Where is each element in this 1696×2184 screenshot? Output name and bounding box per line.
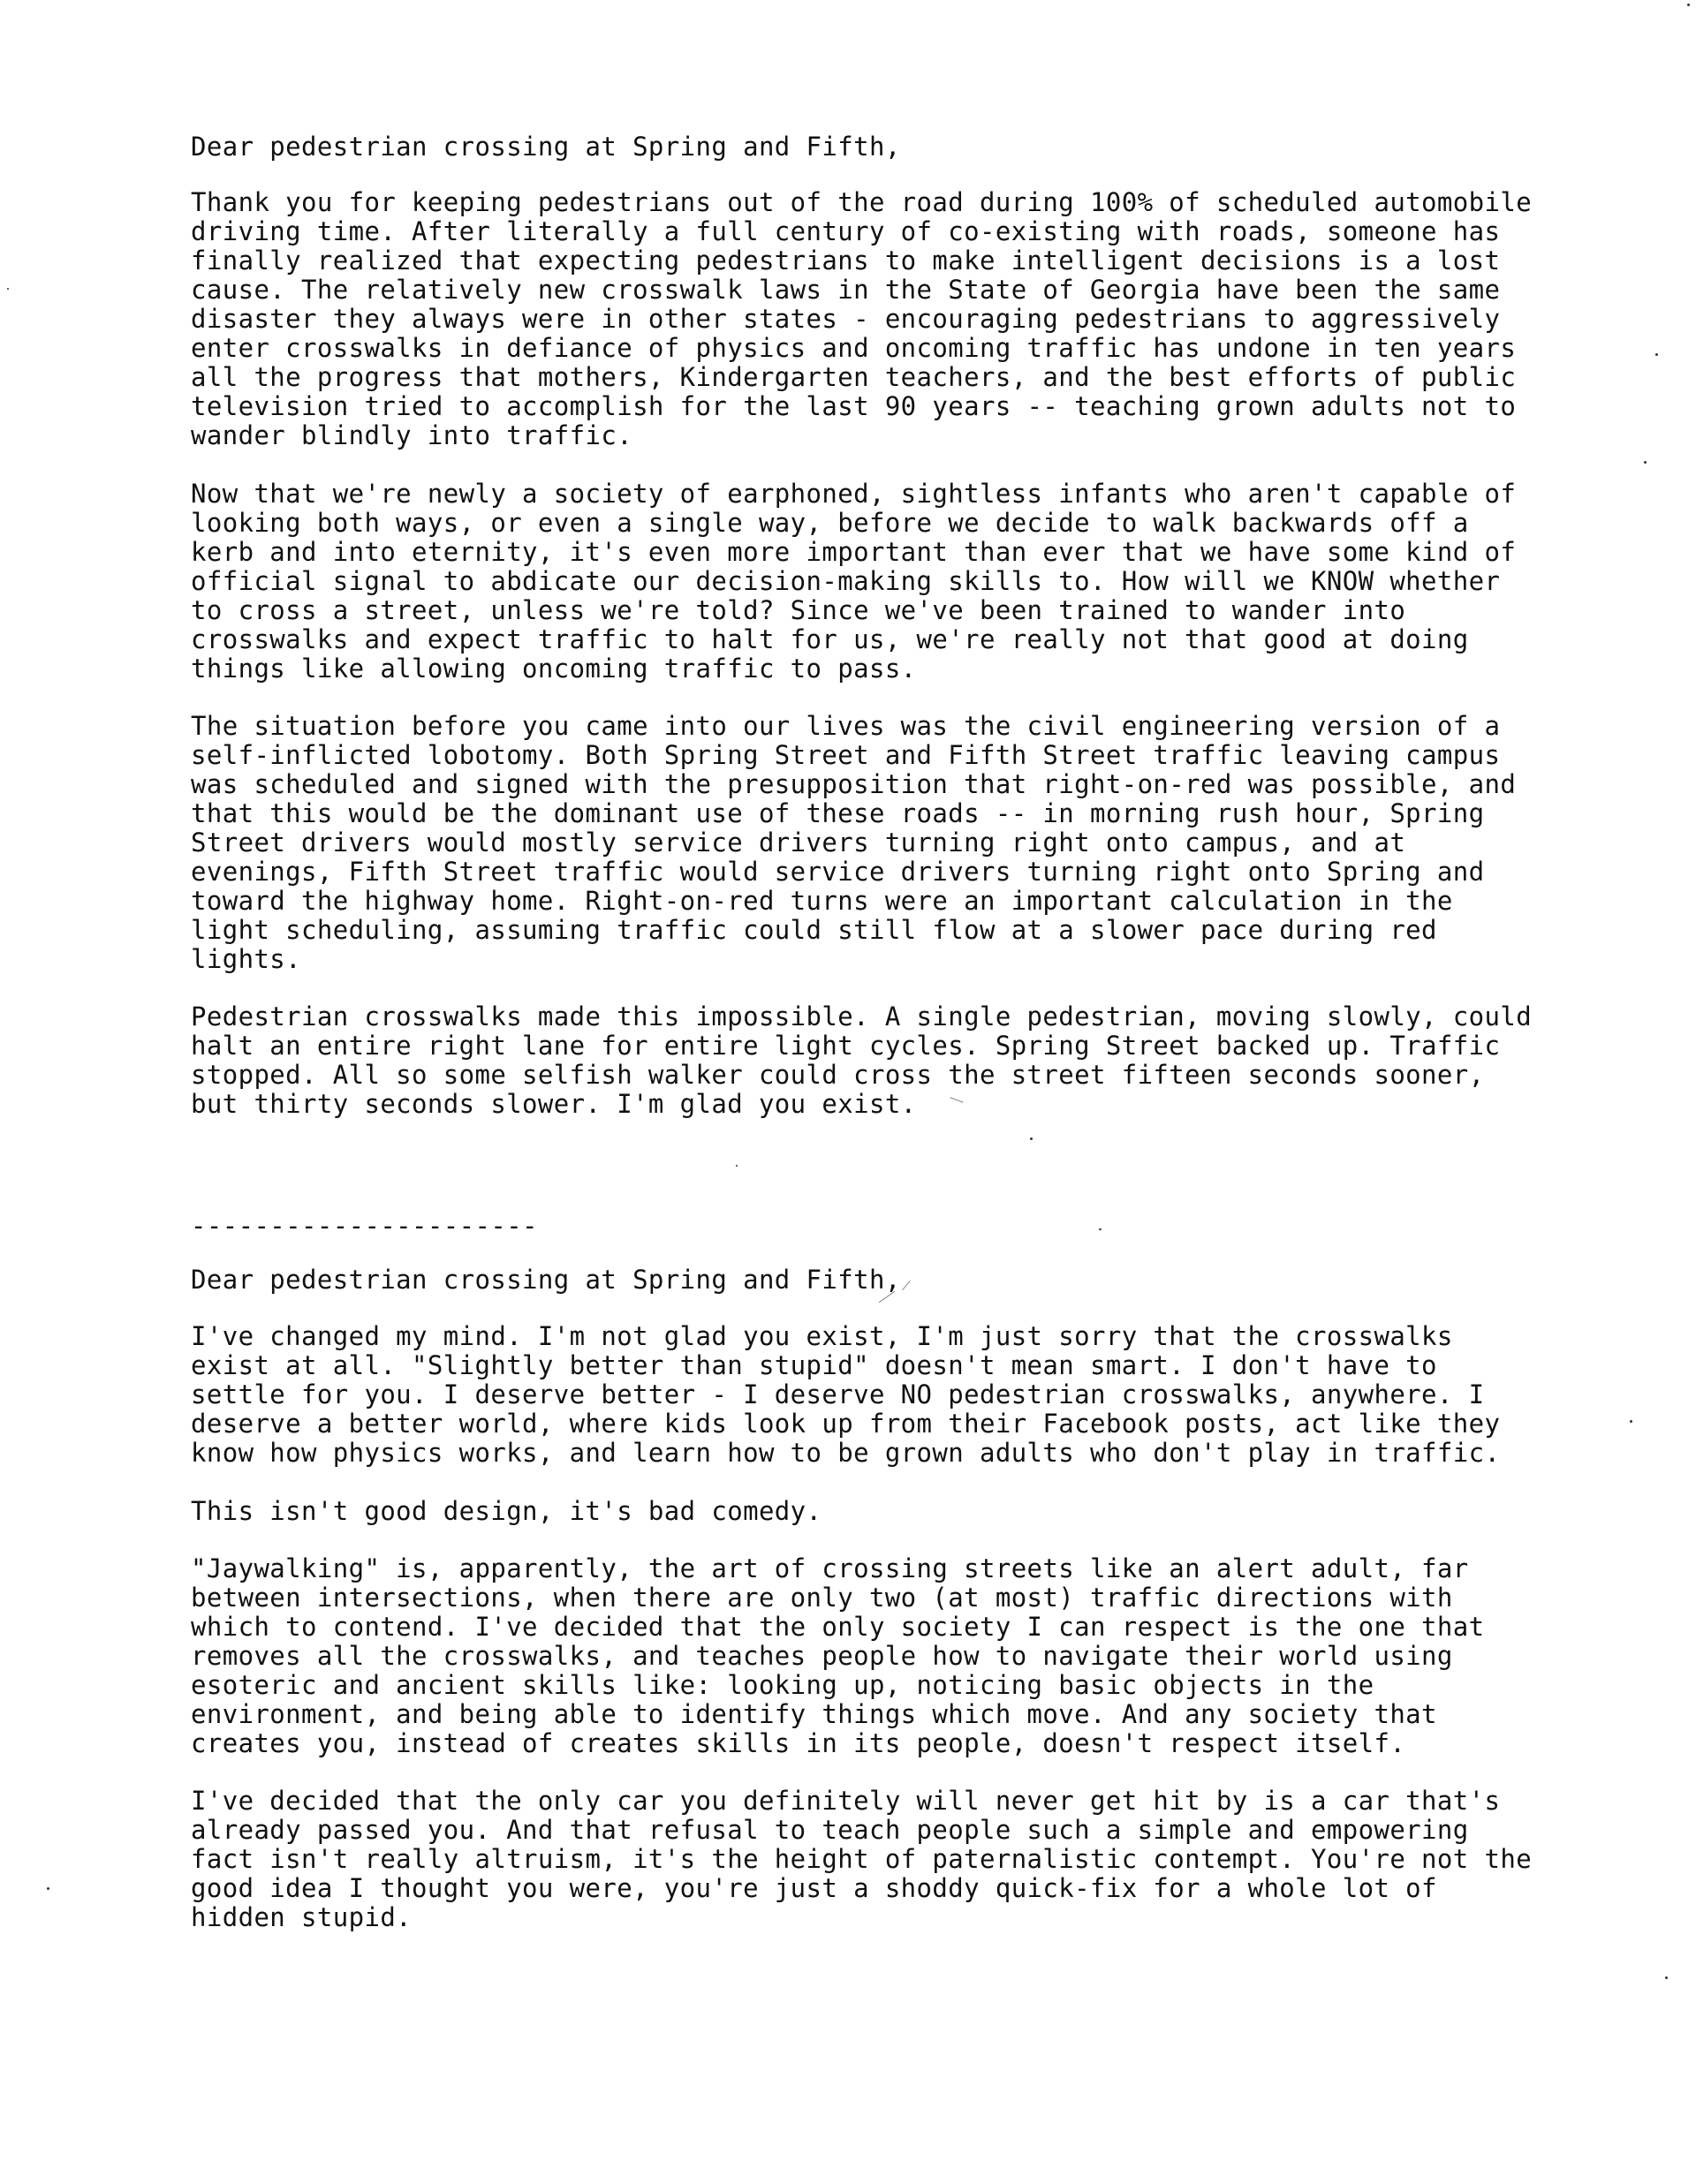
- text-line: light scheduling, assuming traffic could still flow at a slower pace during red: [191, 915, 1437, 945]
- scan-speck: [1655, 353, 1658, 356]
- scan-speck: [1687, 4, 1690, 6]
- text-line: wander blindly into traffic.: [191, 420, 633, 450]
- text-line: The situation before you came into our lives was the civil engineering version of a: [191, 711, 1501, 741]
- stray-pen-mark: [950, 1097, 963, 1102]
- text-line: Thank you for keeping pedestrians out of the road during 100% of scheduled automobile: [191, 187, 1533, 217]
- scan-speck: [7, 288, 9, 290]
- text-line: esoteric and ancient skills like: looking up, noticing basic objects in the: [191, 1670, 1374, 1700]
- scan-speck: [1030, 1137, 1033, 1140]
- text-line: halt an entire right lane for entire light cycles. Spring Street backed up. Traffic: [191, 1031, 1501, 1061]
- text-line: Now that we're newly a society of earphoned, sightless infants who aren't capable of: [191, 479, 1517, 509]
- text-line: good idea I thought you were, you're just a shoddy quick-fix for a whole lot of: [191, 1873, 1437, 1903]
- text-line: fact isn't really altruism, it's the height of paternalistic contempt. You're not the: [191, 1844, 1533, 1874]
- text-line: removes all the crosswalks, and teaches people how to navigate their world using: [191, 1641, 1453, 1671]
- text-line: creates you, instead of creates skills in its people, doesn't respect itself.: [191, 1728, 1406, 1758]
- text-line: toward the highway home. Right-on-red turns were an important calculation in the: [191, 886, 1453, 916]
- text-line: I've changed my mind. I'm not glad you exist, I'm just sorry that the crosswalks: [191, 1321, 1453, 1351]
- scan-speck: [1630, 1420, 1632, 1423]
- text-line: looking both ways, or even a single way, before we decide to walk backwards off a: [191, 508, 1469, 538]
- stray-pen-mark: [902, 1281, 911, 1290]
- text-line: to cross a street, unless we're told? Since we've been trained to wander into: [191, 595, 1406, 625]
- text-line: kerb and into eternity, it's even more important than ever that we have some kind of: [191, 537, 1517, 567]
- text-line: environment, and being able to identify things which move. And any society that: [191, 1699, 1437, 1729]
- text-line: all the progress that mothers, Kindergarten teachers, and the best efforts of public: [191, 362, 1517, 392]
- text-line: things like allowing oncoming traffic to pass.: [191, 654, 917, 684]
- text-line: "Jaywalking" is, apparently, the art of crossing streets like an alert adult, far: [191, 1553, 1469, 1583]
- text-line: official signal to abdicate our decision-making skills to. How will we KNOW whether: [191, 566, 1501, 596]
- text-line: know how physics works, and learn how to be grown adults who don't play in traffic.: [191, 1438, 1501, 1468]
- text-line: I've decided that the only car you definitely will never get hit by is a car that's: [191, 1786, 1501, 1816]
- scan-speck: [47, 1887, 49, 1890]
- text-line: crosswalks and expect traffic to halt for us, we're really not that good at doing: [191, 624, 1469, 654]
- text-line: This isn't good design, it's bad comedy.: [191, 1496, 822, 1526]
- text-line: exist at all. "Slightly better than stupid" doesn't mean smart. I don't have to: [191, 1350, 1437, 1380]
- text-line: already passed you. And that refusal to teach people such a simple and empowering: [191, 1815, 1469, 1845]
- letter-separator: ----------------------: [191, 1211, 538, 1241]
- text-line: was scheduled and signed with the presupposition that right-on-red was possible, and: [191, 769, 1517, 799]
- scan-speck: [1099, 1228, 1102, 1230]
- text-line: between intersections, when there are only two (at most) traffic directions with: [191, 1583, 1453, 1613]
- text-line: which to contend. I've decided that the only society I can respect is the one that: [191, 1612, 1485, 1642]
- text-line: television tried to accomplish for the last 90 years -- teaching grown adults not to: [191, 391, 1517, 421]
- scan-speck: [1644, 461, 1647, 464]
- text-line: evenings, Fifth Street traffic would service drivers turning right onto Spring and: [191, 857, 1485, 887]
- text-line: enter crosswalks in defiance of physics and oncoming traffic has undone in ten years: [191, 333, 1517, 363]
- text-line: cause. The relatively new crosswalk laws in the State of Georgia have been the same: [191, 275, 1501, 305]
- text-line: that this would be the dominant use of these roads -- in morning rush hour, Spring: [191, 798, 1485, 828]
- text-line: stopped. All so some selfish walker could cross the street fifteen seconds sooner,: [191, 1060, 1485, 1090]
- text-line: settle for you. I deserve better - I deserve NO pedestrian crosswalks, anywhere. I: [191, 1379, 1485, 1409]
- text-line: Street drivers would mostly service drivers turning right onto campus, and at: [191, 828, 1406, 858]
- text-line: hidden stupid.: [191, 1902, 413, 1932]
- text-line: disaster they always were in other states - encouraging pedestrians to aggressively: [191, 304, 1501, 334]
- text-line: deserve a better world, where kids look up from their Facebook posts, act like they: [191, 1409, 1501, 1439]
- text-line: but thirty seconds slower. I'm glad you exist.: [191, 1089, 917, 1119]
- text-line: self-inflicted lobotomy. Both Spring Street and Fifth Street traffic leaving campus: [191, 740, 1501, 770]
- text-line: finally realized that expecting pedestrians to make intelligent decisions is a lost: [191, 246, 1501, 276]
- second-letter-salutation: Dear pedestrian crossing at Spring and Fifth,: [191, 1265, 901, 1295]
- first-letter-salutation: Dear pedestrian crossing at Spring and Fifth,: [191, 132, 901, 162]
- text-line: lights.: [191, 944, 302, 974]
- text-line: driving time. After literally a full century of co-existing with roads, someone has: [191, 216, 1501, 246]
- scan-speck: [1665, 1976, 1668, 1979]
- text-line: Pedestrian crosswalks made this impossible. A single pedestrian, moving slowly, could: [191, 1001, 1533, 1032]
- scan-speck: [736, 1165, 738, 1167]
